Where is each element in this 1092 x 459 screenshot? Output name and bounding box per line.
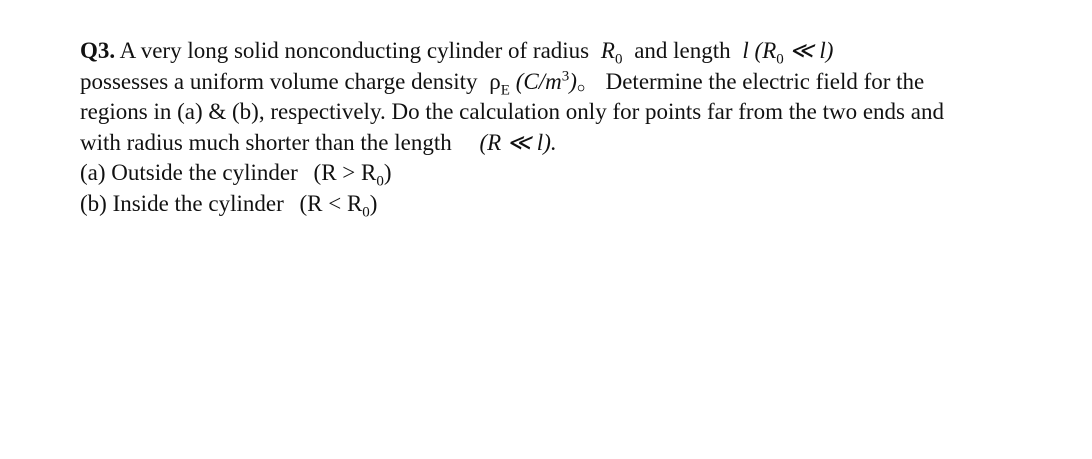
question-line-3: regions in (a) & (b), respectively. Do the calculation only for points far from the two ends and <box>80 99 944 124</box>
part-a <box>80 158 1040 189</box>
part-b-text: (b) Inside the cylinder <box>80 190 284 216</box>
line2-text-b: Determine the electric field for the <box>605 68 925 94</box>
radius-symbol: $R_0$ <box>600 38 623 68</box>
question-line-2 <box>80 67 1040 98</box>
length-condition: ($R_0$ ≪ l) <box>754 38 834 68</box>
part-b-condition: $(R < R_0)$ <box>299 190 378 221</box>
part-a-condition: $(R > R_0)$ <box>313 160 392 190</box>
line4-text: with radius much shorter than the length <box>80 129 452 155</box>
line2-text-a: possesses a uniform volume charge density <box>80 68 478 94</box>
fullwidth-period: 。 <box>576 68 600 94</box>
question-text <box>80 36 1040 219</box>
line1-text-a: A very long solid nonconducting cylinder of radius <box>119 38 590 63</box>
charge-density-symbol: $\rho_E$ <box>489 68 510 99</box>
line1-text-b: and length <box>634 38 731 63</box>
part-a-text: (a) Outside the cylinder <box>80 160 298 185</box>
question-number: Q3. <box>80 38 116 63</box>
question-line-4 <box>80 128 1040 159</box>
part-b <box>80 189 1040 220</box>
radius-condition: (R ≪ l). <box>479 129 557 155</box>
question-line-1 <box>80 36 1040 67</box>
charge-density-unit: $(C/m^3)$ <box>515 67 577 94</box>
length-symbol: l <box>742 38 749 63</box>
